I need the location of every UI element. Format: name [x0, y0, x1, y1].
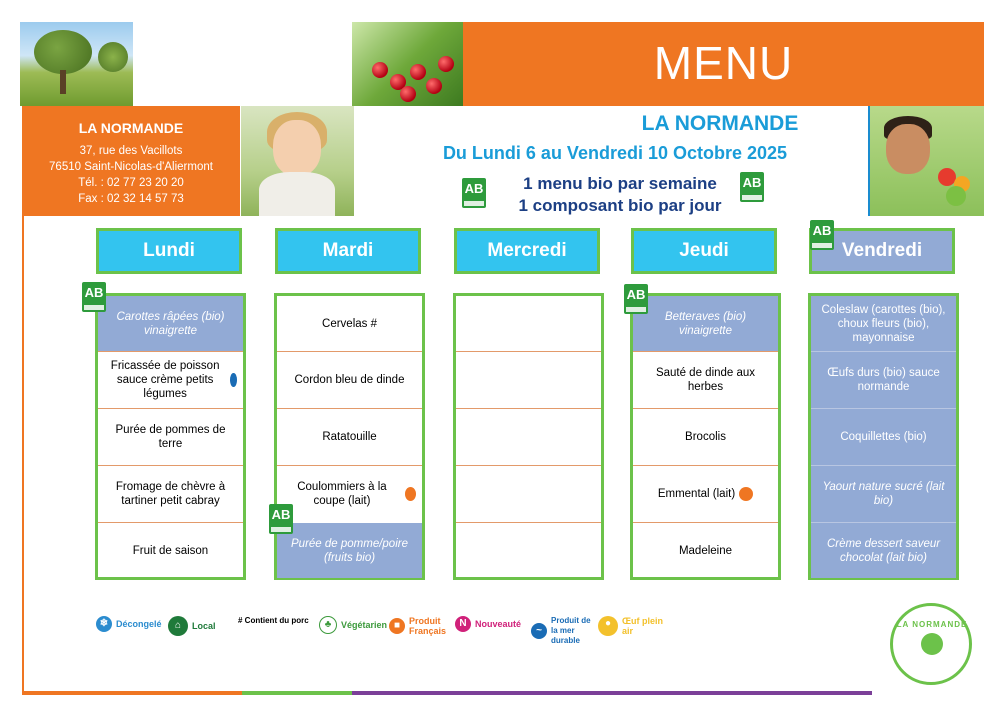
bio-line-2: 1 composant bio par jour	[518, 196, 722, 215]
ab-bio-icon: AB	[810, 220, 834, 250]
menu-column-vendredi	[808, 293, 959, 580]
menu-item: Purée de pomme/poire (fruits bio)	[277, 523, 422, 578]
menu-item: Fromage de chèvre à tartiner petit cabray	[115, 480, 226, 507]
site-name: LA NORMANDE	[641, 112, 799, 135]
menu-item: Cordon bleu de dinde	[294, 373, 405, 386]
new-icon: N	[455, 616, 471, 632]
bio-line-1: 1 menu bio par semaine	[523, 174, 717, 193]
day-header-jeudi: Jeudi	[631, 228, 777, 274]
menu-item	[456, 523, 601, 578]
leaf-icon: ♣	[319, 616, 337, 634]
boy-photo	[870, 106, 984, 216]
menu-item: Emmental (lait)	[633, 466, 778, 521]
cherries-photo	[352, 22, 463, 106]
ab-bio-icon: AB	[462, 178, 486, 208]
legend-item: ⌂ Local	[168, 616, 216, 636]
tree-photo	[20, 22, 133, 106]
legend-item: ● Œuf plein air	[598, 616, 668, 636]
egg-icon: ●	[598, 616, 618, 636]
menu-item: Carottes râpées (bio) vinaigrette	[98, 296, 243, 351]
ab-bio-icon: AB	[269, 504, 293, 534]
restaurant-name: LA NORMANDE	[78, 120, 184, 136]
week-dates: Du Lundi 6 au Vendredi 10 Octobre 2025	[442, 143, 788, 163]
menu-item	[456, 409, 601, 464]
local-icon: ⌂	[168, 616, 188, 636]
left-border	[22, 216, 24, 694]
day-header-mercredi: Mercredi	[454, 228, 600, 274]
menu-item: Fruit de saison	[132, 544, 209, 557]
france-icon	[739, 487, 753, 501]
menu-item: Purée de pommes de terre	[115, 423, 226, 450]
day-header-mardi: Mardi	[275, 228, 421, 274]
menu-item: Coleslaw (carottes (bio), choux fleurs (bio), mayonnaise	[821, 303, 946, 344]
address-line2: 76510 Saint-Nicolas-d'Aliermont	[49, 161, 213, 173]
menu-item: Sauté de dinde aux herbes	[655, 366, 756, 393]
menu-item: Œufs durs (bio) sauce normande	[827, 366, 940, 393]
menu-column-lundi	[95, 293, 246, 580]
menu-item	[456, 352, 601, 407]
menu-item: Fricassée de poisson sauce crème petits légumes	[98, 352, 243, 407]
menu-item: Crème dessert saveur chocolat (lait bio)	[811, 523, 956, 578]
bottom-line-purple	[352, 691, 872, 695]
menu-item: Coulommiers à la coupe (lait)	[277, 466, 422, 521]
legend-item: # Contient du porc	[238, 616, 309, 625]
bottom-line-orange	[22, 691, 242, 695]
france-icon: ■	[389, 618, 405, 634]
menu-item: Brocolis	[685, 430, 726, 443]
menu-item	[456, 296, 601, 351]
menu-item: Madeleine	[678, 544, 733, 557]
legend-item: N Nouveauté	[455, 616, 521, 632]
menu-item: Coquillettes (bio)	[840, 430, 927, 443]
france-icon	[405, 487, 416, 501]
menu-item: Cervelas #	[322, 317, 377, 330]
address-line1: 37, rue des Vacillots	[79, 145, 183, 157]
menu-column-mercredi	[453, 293, 604, 580]
legend-item: ❄ Décongelé	[96, 616, 162, 632]
fish-icon: ~	[531, 623, 547, 639]
legend-item: ■ Produit Français	[389, 616, 449, 636]
day-header-lundi: Lundi	[96, 228, 242, 274]
logo-icon	[921, 633, 943, 655]
ab-bio-icon: AB	[740, 172, 764, 202]
day-header-vendredi: Vendredi	[809, 228, 955, 274]
fax: Fax : 02 32 14 57 73	[78, 193, 184, 205]
menu-item: Ratatouille	[322, 430, 377, 443]
phone: Tél. : 02 77 23 20 20	[78, 177, 184, 189]
logo-text: LA NORMANDE	[896, 620, 968, 629]
snowflake-icon: ❄	[96, 616, 112, 632]
menu-title: MENU	[653, 37, 794, 89]
menu-item	[456, 466, 601, 521]
legend-item: ♣ Végétarien	[319, 616, 387, 634]
girl-photo	[241, 106, 354, 216]
menu-item: Betteraves (bio) vinaigrette	[633, 296, 778, 351]
fish-icon	[230, 373, 237, 387]
legend-item: ~ Produit de la mer durable	[531, 616, 591, 646]
menu-item: Yaourt nature sucré (lait bio)	[811, 466, 956, 521]
menu-column-jeudi	[630, 293, 781, 580]
bottom-line-green	[242, 691, 352, 695]
ab-bio-icon: AB	[624, 284, 648, 314]
menu-column-mardi	[274, 293, 425, 580]
ab-bio-icon: AB	[82, 282, 106, 312]
